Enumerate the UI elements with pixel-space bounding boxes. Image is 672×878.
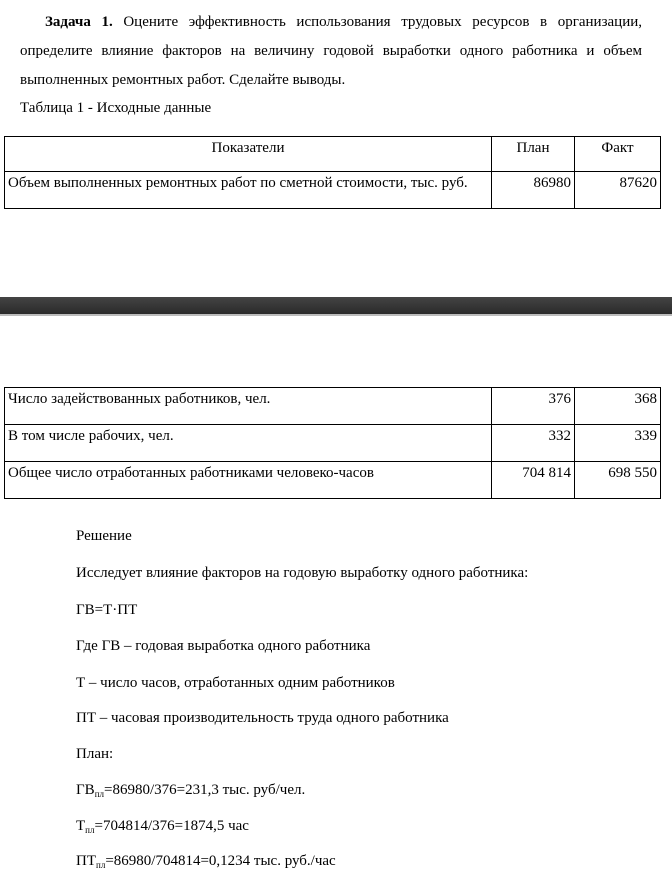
solution-heading: Решение [76,528,132,544]
row-label: Общее число отработанных работниками человеко-часов [5,462,492,499]
table-row [5,172,661,209]
task-title: Задача 1. [45,14,113,30]
page-separator [0,297,672,316]
header-fact: Факт [575,137,661,172]
source-data-table [4,136,661,209]
formula-gv-plan [76,782,305,799]
solution-line: Исследует влияние факторов на годовую выработку одного работника: [76,565,529,581]
table-header-row [5,137,661,172]
row-plan: 704 814 [492,462,575,499]
formula-expression: =86980/704814=0,1234 тыс. руб./час [105,853,336,869]
row-plan: 332 [492,425,575,462]
formula-symbol: ПТ [76,853,96,869]
formula-subscript: пл [85,825,95,835]
row-plan: 376 [492,388,575,425]
row-fact: 339 [575,425,661,462]
row-label: Число задействованных работников, чел. [5,388,492,425]
formula-expression: =704814/376=1874,5 час [94,818,249,834]
formula-t-plan [76,818,249,835]
table-row [5,388,661,425]
solution-line: Где ГВ – годовая выработка одного работника [76,638,371,654]
plan-label: План: [76,746,114,762]
row-fact: 368 [575,388,661,425]
formula-subscript: пл [94,789,104,799]
formula-symbol: ГВ [76,782,95,798]
table-row [5,462,661,499]
formula-main: ГВ=Т·ПТ [76,602,138,618]
source-data-table-continued [4,387,661,499]
row-fact: 698 550 [575,462,661,499]
row-label: Объем выполненных ремонтных работ по сметной стоимости, тыс. руб. [5,172,492,209]
task-text: Оцените эффективность использования трудовых ресурсов в организации, определите влияние факторов на величину годовой выработки одного работника и объем выполненных ремонтных работ. Сделайте выводы. [20,14,642,88]
header-plan: План [492,137,575,172]
formula-expression: =86980/376=231,3 тыс. руб/чел. [104,782,306,798]
table-row [5,425,661,462]
formula-pt-plan [76,853,336,870]
table-caption: Таблица 1 - Исходные данные [20,100,212,116]
solution-line: ПТ – часовая производительность труда одного работника [76,710,449,726]
row-fact: 87620 [575,172,661,209]
row-plan: 86980 [492,172,575,209]
formula-symbol: Т [76,818,86,834]
row-label: В том числе рабочих, чел. [5,425,492,462]
formula-subscript: пл [96,860,106,870]
task-paragraph [20,8,642,95]
solution-line: Т – число часов, отработанных одним работников [76,675,395,691]
header-indicators: Показатели [5,137,492,172]
